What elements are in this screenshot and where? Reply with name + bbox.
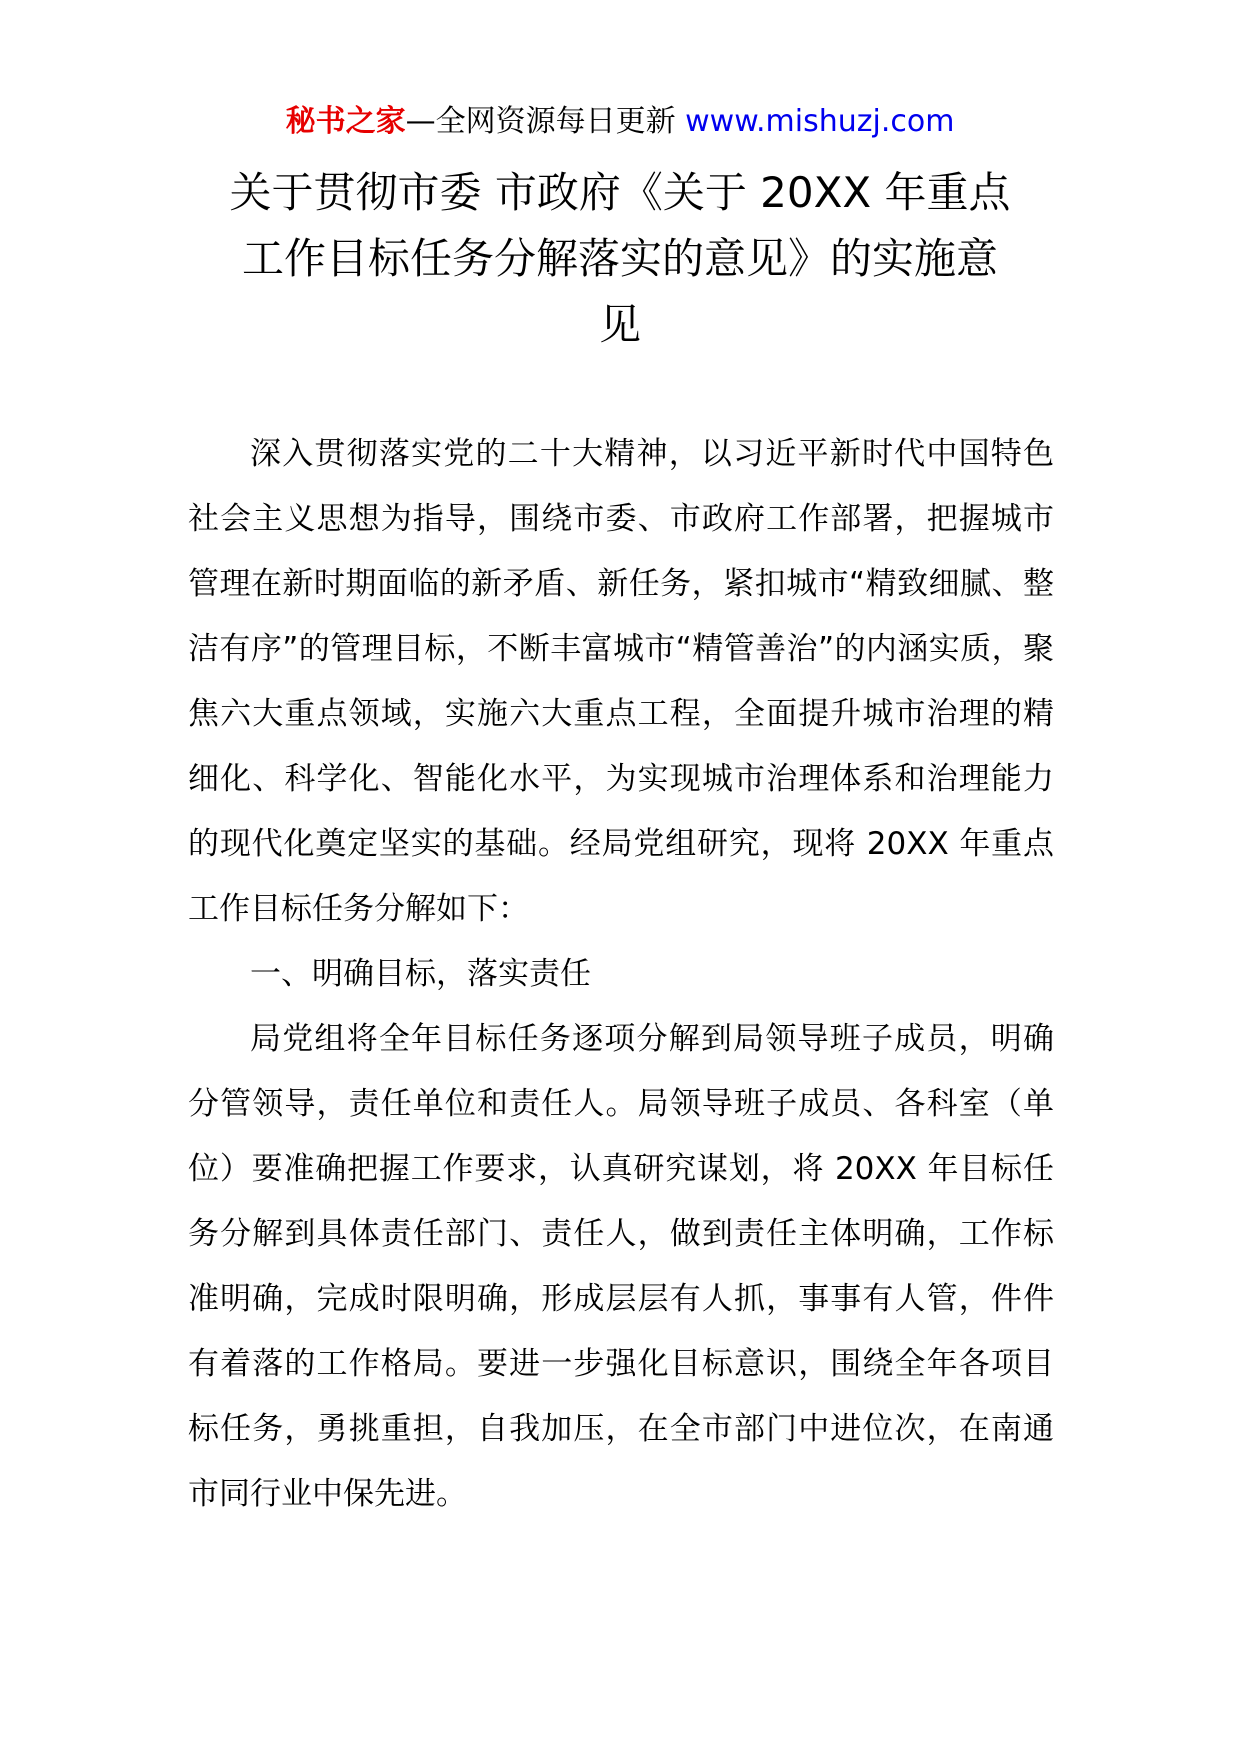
document-body (188, 422, 1054, 1527)
site-watermark-header (0, 102, 1240, 142)
title-line-1: 关于贯彻市委 市政府《关于 20XX 年重点 (229, 168, 1011, 217)
intro-paragraph: 深入贯彻落实党的二十大精神，以习近平新时代中国特色社会主义思想为指导，围绕市委、市政府工作部署，把握城市管理在新时期面临的新矛盾、新任务，紧扣城市“精致细腻、整洁有序”的管理目标，不断丰富城市“精管善治”的内涵实质，聚焦六大重点领域，实施六大重点工程，全面提升城市治理的精细化、科学化、智能化水平，为实现城市治理体系和治理能力的现代化奠定坚实的基础。经局党组研究，现将 20XX 年重点工作目标任务分解如下： (188, 436, 1054, 927)
section-heading-1: 一、明确目标，落实责任 (250, 956, 591, 992)
document-title (188, 160, 1052, 358)
site-tagline: —全网资源每日更新 (405, 104, 686, 139)
title-line-2: 工作目标任务分解落实的意见》的实施意 (241, 234, 998, 283)
site-brand: 秘书之家 (285, 104, 406, 139)
site-url-link[interactable]: www.mishuzj.com (685, 104, 955, 139)
title-line-3: 见 (598, 300, 641, 349)
section-1-paragraph: 局党组将全年目标任务逐项分解到局领导班子成员，明确分管领导，责任单位和责任人。局领导班子成员、各科室（单位）要准确把握工作要求，认真研究谋划，将 20XX 年目标任务分解到具体责任部门、责任人，做到责任主体明确，工作标准明确，完成时限明确，形成层层有人抓，事事有人管，件件有着落的工作格局。要进一步强化目标意识，围绕全年各项目标任务，勇挑重担，自我加压，在全市部门中进位次，在南通市同行业中保先进。 (188, 1021, 1054, 1512)
